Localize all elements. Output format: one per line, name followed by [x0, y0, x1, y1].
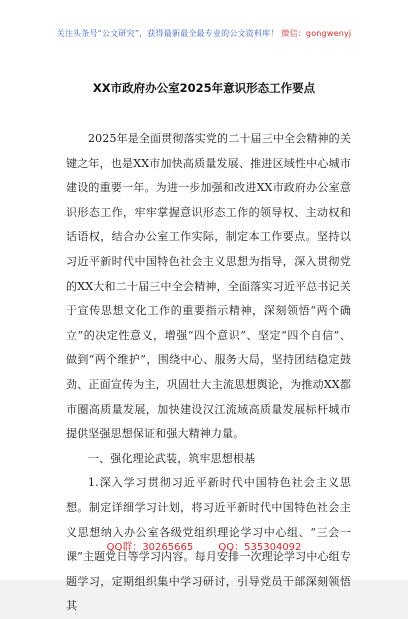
banner-wechat: 微信：gongwenyj	[281, 29, 352, 38]
section-heading: 一、强化理论武装，筑牢思想根基	[88, 451, 256, 465]
document-title: XX市政府办公室2025年意识形态工作要点	[92, 81, 316, 95]
section-paragraph: 1.深入学习贯彻习近平新时代中国特色社会主义思想。制定详细学习计划，将习近平新时代中国特色社会主义思想纳入办公室各级党组织理论学习中心组、“三会一课”主题党日等学习内容。每月安排一次理论学习中心组专题学习，定期组织集中学习研讨，引导党员干部深刻领悟其	[66, 476, 351, 613]
footer	[0, 538, 408, 553]
top-banner	[0, 28, 408, 39]
footer-qq-group: QQ群：30265665	[106, 542, 194, 553]
intro-paragraph: 2025年是全面贯彻落实党的二十届三中全会精神的关键之年，也是XX市加快高质量发展、推进区域性中心城市建设的重要一年。为进一步加强和改进XX市政府办公室意识形态工作，牢牢掌握意识形态工作的领导权、主动权和话语权，结合办公室工作实际，制定本工作要点。坚持以习近平新时代中国特色社会主义思想为指导，深入贯彻党的XX大和二十届三中全会精神，全面落实习近平总书记关于宣传思想文化工作的重要指示精神，深刻领悟“两个确立”的决定性意义，增强“四个意识”、坚定“四个自信”、做到“两个维护”，围绕中心、服务大局，坚持团结稳定鼓劲、正面宣传为主，巩固壮大主流思想舆论，为推动XX都市圈高质量发展，加快建设汉江流域高质量发展标杆城市提供坚强思想保证和强大精神力量。	[66, 132, 351, 441]
footer-qq: QQ：535304092	[218, 542, 302, 553]
banner-text: 关注头条号“公文研究”，获得最新最全最专业的公文资料库！	[56, 29, 279, 38]
